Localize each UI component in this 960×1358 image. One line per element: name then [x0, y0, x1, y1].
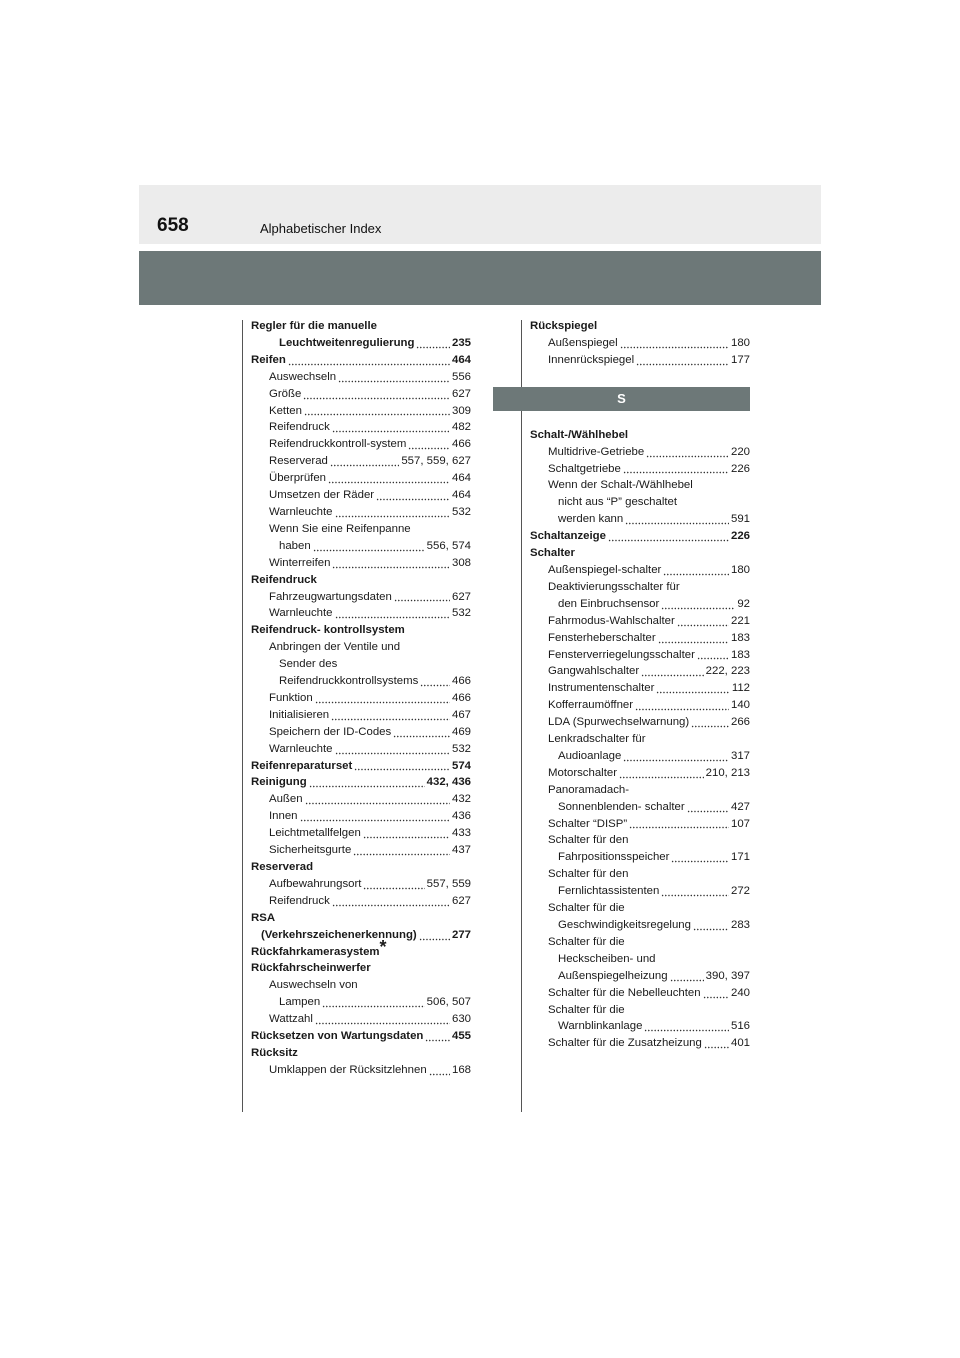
index-entry[interactable]: Reinigung 432, 436	[251, 776, 471, 789]
index-subentry[interactable]: Kofferraumöffner 140	[548, 699, 750, 712]
index-subentry[interactable]: Schalter für die Zusatzheizung 401	[548, 1037, 750, 1050]
index-entry: Reifendruck	[251, 573, 317, 586]
index-subentry: Heckscheiben- und	[558, 952, 656, 965]
index-subentry: Schalter für die	[548, 935, 625, 948]
index-subentry[interactable]: Reserverad 557, 559, 627	[269, 455, 471, 468]
index-subentry[interactable]: Außen 432	[269, 793, 471, 806]
index-subentry[interactable]: Umklappen der Rücksitzlehnen 168	[269, 1063, 471, 1076]
index-subentry[interactable]: Fernlichtassistenten 272	[558, 885, 750, 898]
index-entry: Schalt-/Wählhebel	[530, 428, 629, 441]
index-entry: Rückspiegel	[530, 320, 598, 332]
index-subentry: Lenkradschalter für	[548, 733, 646, 746]
index-subentry[interactable]: Instrumentenschalter 112	[548, 682, 750, 695]
index-subentry[interactable]: Multidrive-Getriebe 220	[548, 445, 750, 458]
letter-heading: S	[493, 387, 750, 411]
index-subentry: Wenn Sie eine Reifenpanne	[269, 522, 411, 535]
column-rule-left	[242, 320, 243, 1112]
index-subentry[interactable]: Ketten 309	[269, 404, 471, 417]
index-entry: RSA	[251, 911, 276, 924]
index-subentry: Sender des	[279, 658, 338, 671]
index-column-right	[530, 318, 750, 1052]
index-subentry[interactable]: Gangwahlschalter 222, 223	[548, 665, 750, 678]
index-subentry[interactable]: Fahrmodus-Wahlschalter 221	[548, 614, 750, 627]
index-entry[interactable]: Leuchtweitenregulierung 235	[279, 336, 471, 349]
index-subentry[interactable]: Reifendruck 482	[269, 421, 471, 434]
index-subentry[interactable]: Fahrzeugwartungsdaten 627	[269, 590, 471, 603]
index-entry[interactable]: Schaltanzeige 226	[530, 530, 750, 543]
index-subentry[interactable]: Warnleuchte 532	[269, 742, 471, 755]
index-subentry[interactable]: Umsetzen der Räder 464	[269, 489, 471, 502]
index-subentry[interactable]: Sonnenblenden- schalter 427	[558, 800, 750, 813]
index-subentry: Anbringen der Ventile und	[269, 641, 401, 654]
index-subentry[interactable]: Innenrückspiegel 177	[548, 353, 750, 366]
index-subentry[interactable]: Schalter für die Nebelleuchten 240	[548, 986, 750, 999]
index-entry: Reserverad	[251, 861, 314, 873]
index-subentry[interactable]: Geschwindigkeitsregelung 283	[558, 919, 750, 931]
index-entry: Schalter	[530, 547, 575, 560]
index-entry[interactable]: Rückfahrkamerasystem*	[251, 936, 387, 958]
index-subentry[interactable]: Reifendruckkontroll-system 466	[269, 438, 471, 451]
index-subentry[interactable]: Funktion 466	[269, 691, 471, 704]
index-subentry: Schalter für die	[548, 1003, 625, 1016]
index-entry: Rückfahrscheinwerfer	[251, 962, 371, 975]
index-subentry[interactable]: Auswechseln 556	[269, 370, 471, 383]
column-rule-middle	[521, 320, 522, 1112]
index-subentry[interactable]: Winterreifen 308	[269, 556, 471, 569]
index-entry[interactable]: Rücksetzen von Wartungsdaten 455	[251, 1030, 471, 1043]
index-subentry: Auswechseln von	[269, 979, 358, 992]
index-subentry[interactable]: Warnblinkanlage 516	[558, 1020, 750, 1033]
index-subentry: nicht aus “P” geschaltet	[558, 496, 678, 509]
index-subentry[interactable]: Warnleuchte 532	[269, 505, 471, 518]
page-number: 658	[157, 215, 189, 236]
section-title: Alphabetischer Index	[260, 221, 382, 236]
index-subentry[interactable]: Reifendruckkontrollsystems 466	[279, 675, 471, 688]
index-entry[interactable]: (Verkehrszeichenerkennung) 277	[261, 928, 471, 941]
index-entry: Rücksitz	[251, 1046, 298, 1059]
index-subentry[interactable]: haben 556, 574	[279, 539, 471, 552]
index-entry: Reifendruck- kontrollsystem	[251, 624, 405, 637]
index-subentry[interactable]: Motorschalter 210, 213	[548, 766, 750, 779]
index-subentry[interactable]: Wattzahl 630	[269, 1013, 471, 1026]
index-subentry: Schalter für die	[548, 902, 625, 915]
index-subentry: Wenn der Schalt-/Wählhebel	[548, 479, 693, 492]
page-header	[139, 185, 821, 244]
index-subentry[interactable]: Reifendruck 627	[269, 894, 471, 907]
index-subentry[interactable]: Innen 436	[269, 810, 471, 823]
index-subentry[interactable]: Speichern der ID-Codes 469	[269, 725, 471, 738]
index-subentry: Panoramadach-	[548, 783, 630, 796]
index-subentry: Schalter für den	[548, 868, 629, 881]
index-subentry[interactable]: werden kann 591	[558, 513, 750, 526]
header-band	[139, 251, 821, 305]
index-subentry[interactable]: Leichtmetallfelgen 433	[269, 827, 471, 840]
index-subentry[interactable]: Fahrpositionsspeicher 171	[558, 851, 750, 864]
index-subentry[interactable]: LDA (Spurwechselwarnung) 266	[548, 716, 750, 729]
index-entry[interactable]: Reifen 464	[251, 353, 471, 366]
index-subentry[interactable]: Überprüfen 464	[269, 472, 471, 485]
index-subentry[interactable]: Außenspiegel-schalter 180	[548, 563, 750, 576]
index-subentry[interactable]: Außenspiegelheizung 390, 397	[558, 969, 750, 982]
index-subentry[interactable]: Audioanlage 317	[558, 749, 750, 762]
index-entry: Regler für die manuelle	[251, 320, 377, 332]
index-subentry: Schalter für den	[548, 834, 629, 847]
index-subentry[interactable]: Aufbewahrungsort 557, 559	[269, 877, 471, 890]
index-subentry[interactable]: Warnleuchte 532	[269, 607, 471, 620]
index-subentry[interactable]: Außenspiegel 180	[548, 336, 750, 349]
index-subentry[interactable]: Sicherheitsgurte 437	[269, 844, 471, 857]
index-subentry: Deaktivierungsschalter für	[548, 580, 680, 593]
index-subentry[interactable]: Schaltgetriebe 226	[548, 462, 750, 475]
index-subentry[interactable]: Schalter “DISP” 107	[548, 817, 750, 830]
index-subentry[interactable]: den Einbruchsensor 92	[558, 597, 750, 610]
index-subentry[interactable]: Initialisieren 467	[269, 708, 471, 721]
index-subentry[interactable]: Lampen 506, 507	[279, 996, 471, 1009]
index-subentry[interactable]: Fensterheberschalter 183	[548, 631, 750, 644]
index-subentry[interactable]: Größe 627	[269, 387, 471, 400]
index-subentry[interactable]: Fensterverriegelungsschalter 183	[548, 648, 750, 661]
index-entry[interactable]: Reifenreparaturset 574	[251, 759, 471, 772]
footnote-star: *	[379, 936, 387, 957]
index-column-left	[251, 318, 471, 1079]
